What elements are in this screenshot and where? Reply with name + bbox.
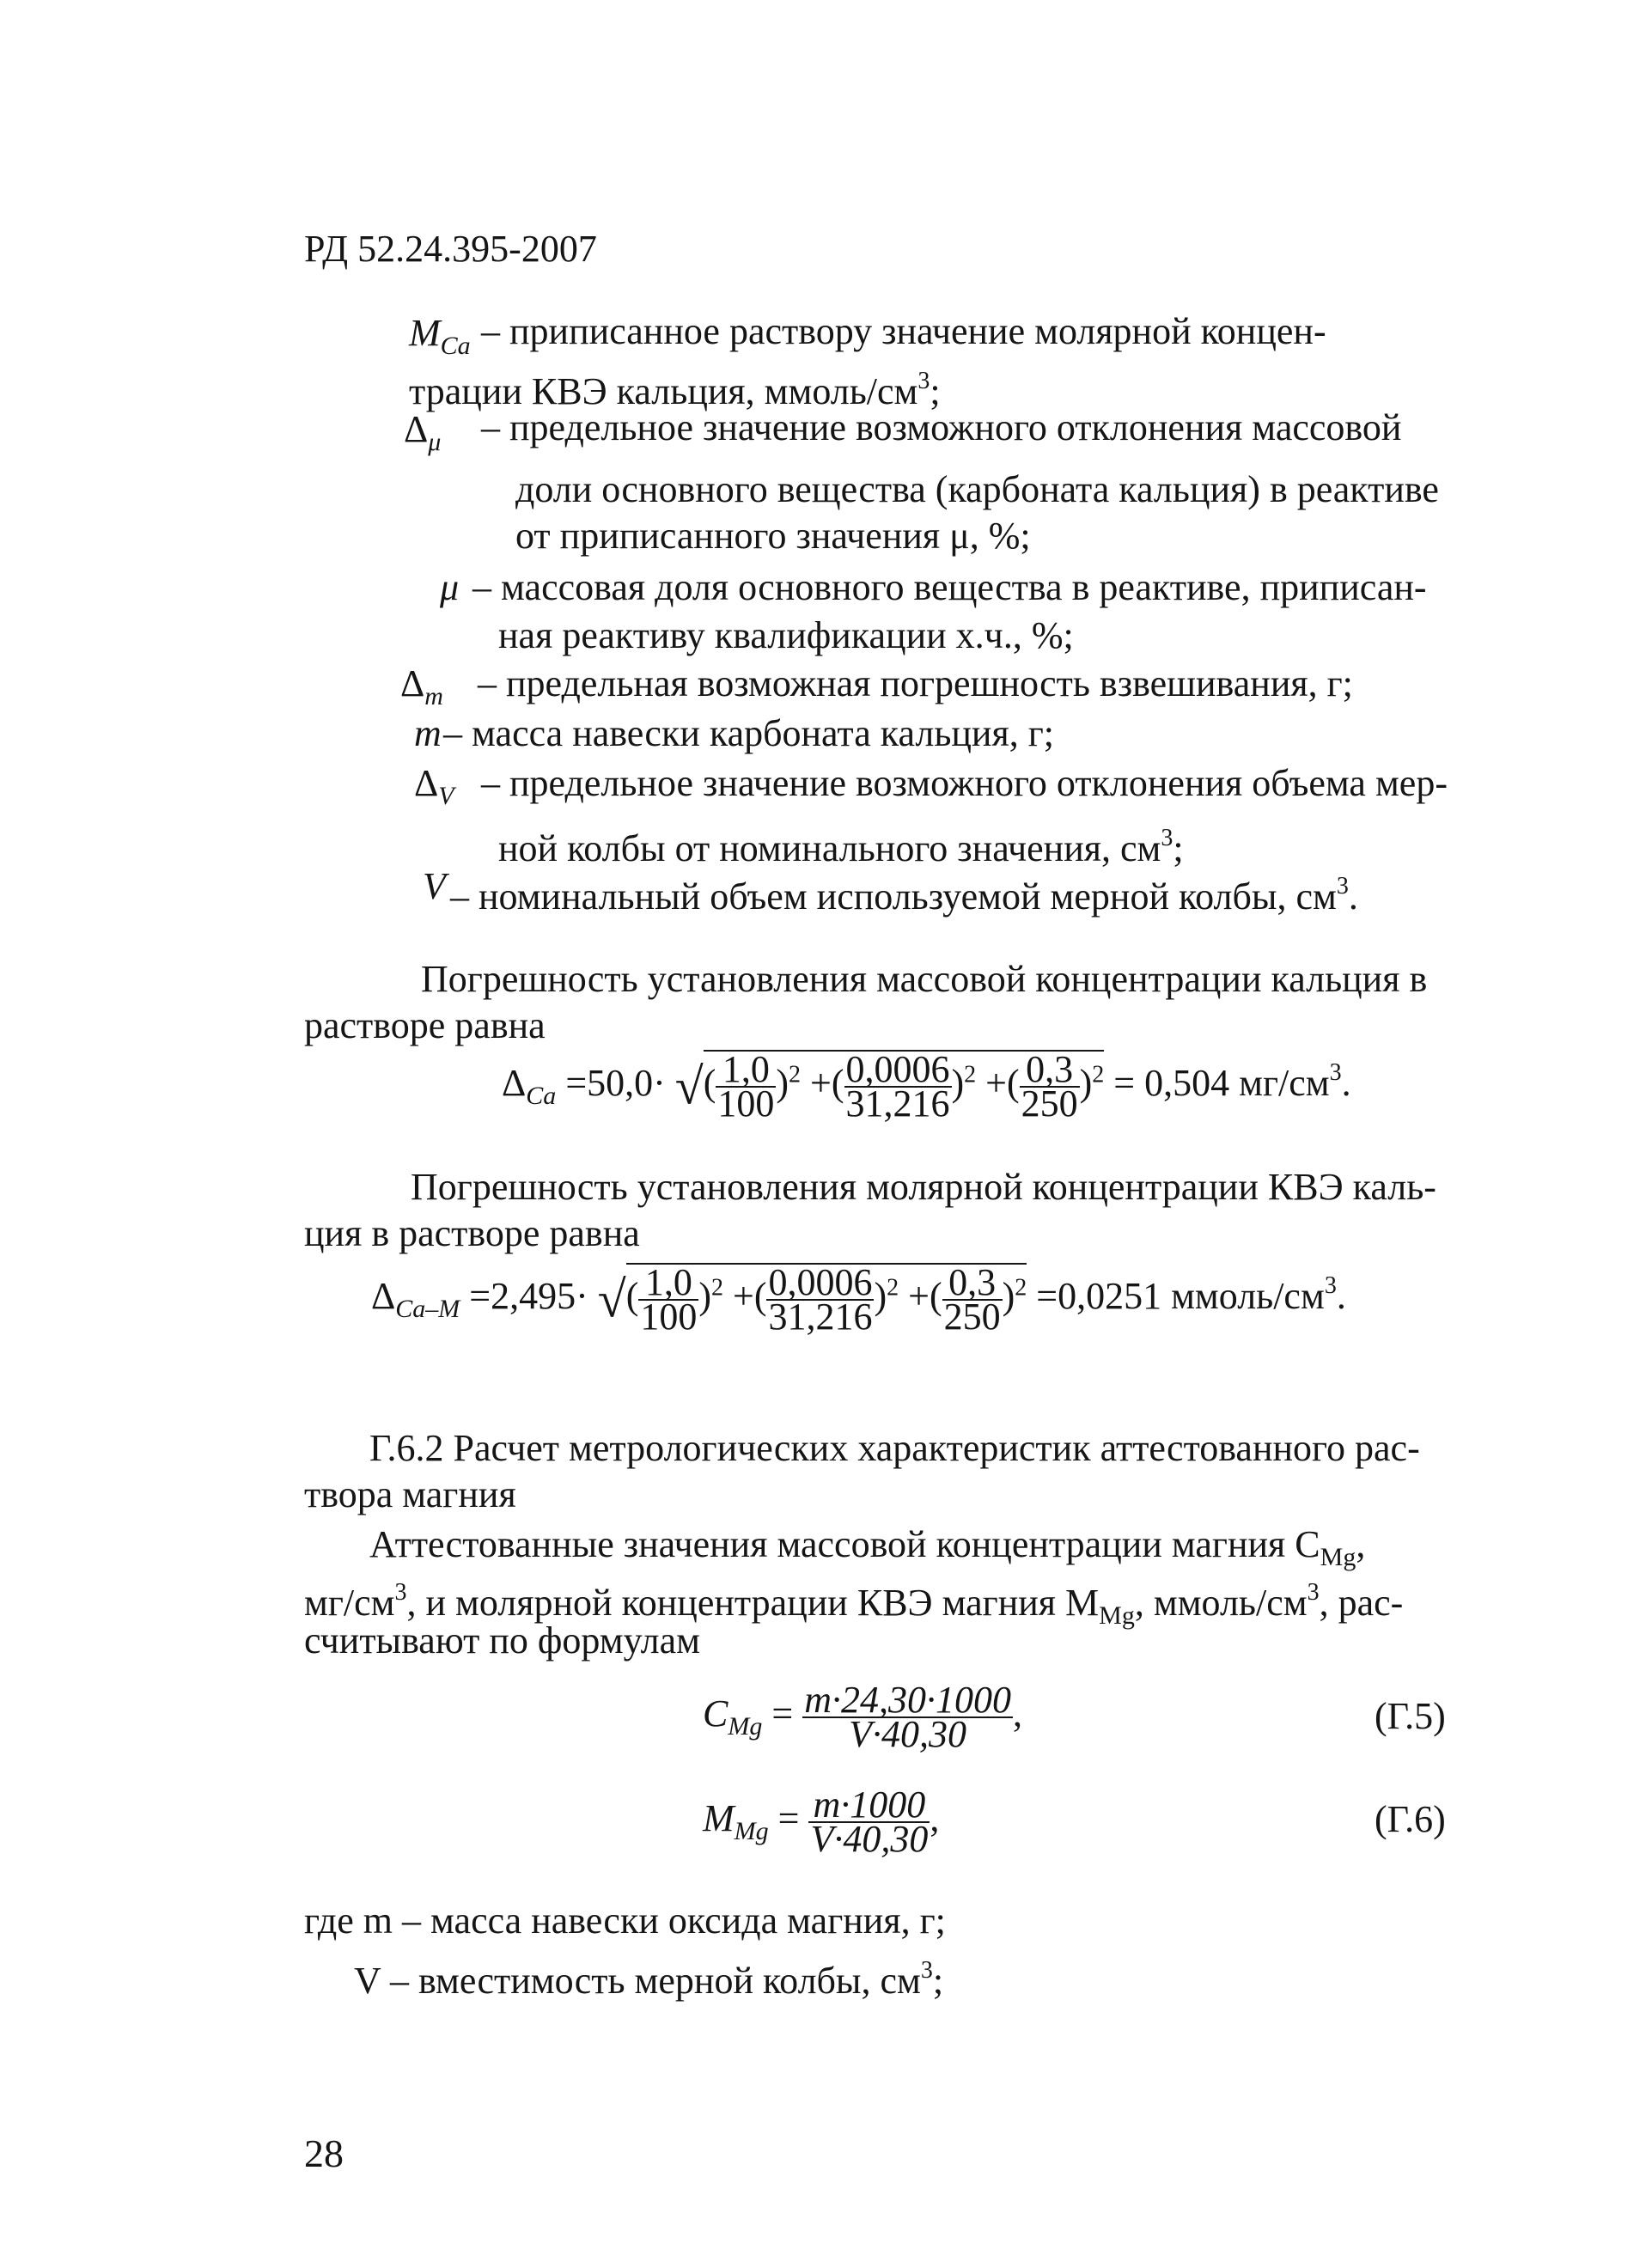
symbol-m: m [414, 712, 442, 754]
equation-label: (Г.6) [1375, 1798, 1446, 1840]
paragraph-line: Аттестованные значения массовой концентрации магния $C_{Mg}$, [369, 1523, 1366, 1571]
definition-text: трации КВЭ кальция, ммоль/$см^3$; [409, 368, 941, 412]
section-title: Г.6.2 Расчет метрологических характеристик аттестованного рас- [369, 1427, 1420, 1469]
definition-text: – масса навески карбоната кальция, г; [443, 712, 1054, 754]
definition-text: – массовая доля основного вещества в реактиве, приписан- [472, 566, 1427, 608]
paragraph-line: растворе равна [304, 1004, 546, 1046]
page-number: 28 [304, 2131, 344, 2175]
definition-text: – предельное значение возможного отклонения объема мер- [481, 762, 1448, 804]
symbol-delta-mu: $\Delta_\mu$ [404, 408, 442, 456]
equation-delta-ca-m: $\Delta_{Ca-M} =2,495\cdot$ √( $\frac{1,0}{100}$ )$^2$ +( $\frac{0,0006}{31,216}$ )$^2$ +( $\frac{0,3}{250}$ )$^2$ =0,0251 ммоль/$см^3$. [371, 1261, 1346, 1338]
symbol-delta-v: $\Delta_V$ [414, 762, 454, 810]
section-title: твора магния [304, 1473, 516, 1515]
equation-g5: $C_{Mg}$ = $\frac{m\cdot 24,30\cdot 1000}{V\cdot 40,30}$ , [703, 1679, 1022, 1755]
equation-label: (Г.5) [1375, 1695, 1446, 1737]
definition-text: от приписанного значения μ, %; [515, 515, 1031, 557]
definition-text: ной колбы от номинального значения, $см^3$; [498, 825, 1184, 869]
paragraph-line: Погрешность установления массовой концентрации кальция в [421, 958, 1428, 1000]
where-line: V – вместимость мерной колбы, $см^3$; [354, 1957, 944, 2002]
definition-text: доли основного вещества (карбоната кальция) в реактиве [515, 468, 1439, 510]
square-root: ( $\frac{1,0}{100}$ )$^2$ +( $\frac{0,0006}{31,216}$ )$^2$ +( $\frac{0,3}{250}$ )$^2$ [703, 1048, 1105, 1125]
symbol-v: V [423, 865, 446, 907]
symbol-m-ca: $M_{Ca}$ [409, 312, 471, 360]
equation-delta-ca: $\Delta_{Ca} =50,0\cdot$ √( $\frac{1,0}{100}$ )$^2$ +( $\frac{0,0006}{31,216}$ )$^2$ +( $\frac{0,3}{250}$ )$^2$ = 0,504 $мг/см^3$. [502, 1048, 1351, 1125]
square-root: ( $\frac{1,0}{100}$ )$^2$ +( $\frac{0,0006}{31,216}$ )$^2$ +( $\frac{0,3}{250}$ )$^2$ [625, 1261, 1027, 1338]
symbol-delta-m: $\Delta_m$ [400, 662, 443, 710]
paragraph-line: ция в растворе равна [304, 1212, 640, 1254]
definition-text: – предельное значение возможного отклонения массовой [481, 406, 1402, 448]
where-line: где m – масса навески оксида магния, г; [304, 1899, 946, 1942]
definition-text: – номинальный объем используемой мерной колбы, $см^3$. [450, 873, 1358, 918]
document-id: РД 52.24.395-2007 [304, 228, 597, 270]
definition-text: – предельная возможная погрешность взвешивания, г; [478, 662, 1353, 704]
paragraph-line: Погрешность установления молярной концентрации КВЭ каль- [411, 1166, 1436, 1208]
paragraph-line: считывают по формулам [304, 1619, 700, 1662]
definition-text: ная реактиву квалификации х.ч., %; [498, 614, 1074, 656]
paragraph-line: $мг/см^3$, и молярной концентрации КВЭ магния $M_{Mg}$, ммоль/$см^3$, рас- [304, 1579, 1404, 1630]
equation-g6: $M_{Mg}$ = $\frac{m\cdot 1000}{V\cdot 40,30}$ , [703, 1783, 940, 1860]
symbol-mu: μ [440, 566, 460, 608]
definition-text: – приписанное раствору значение молярной концен- [481, 310, 1326, 352]
